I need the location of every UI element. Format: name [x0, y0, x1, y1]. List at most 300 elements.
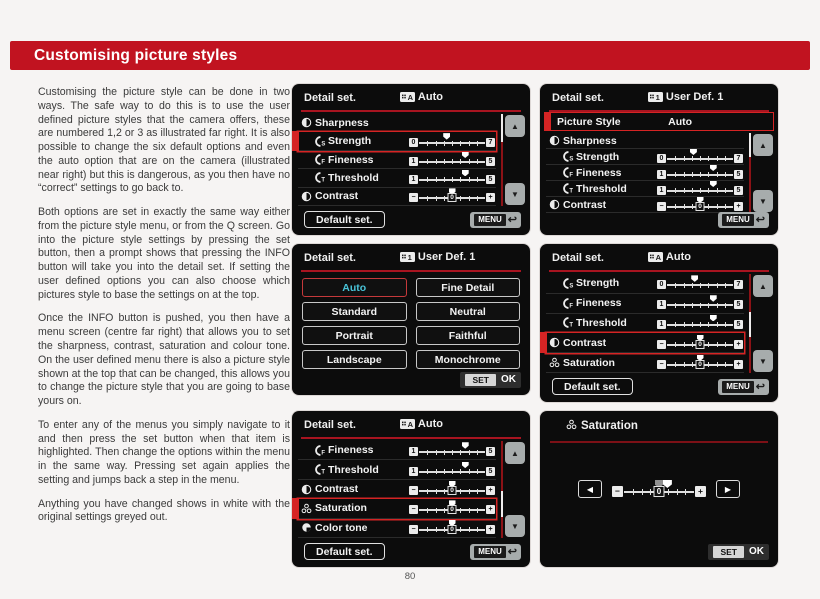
slider-tick — [469, 159, 470, 164]
screen-header — [552, 91, 770, 107]
slider-marker — [710, 165, 717, 172]
menu-row-label: Fineness — [576, 166, 622, 179]
fineness-icon — [313, 445, 326, 456]
camera-screen-s3 — [292, 244, 530, 395]
slider-marker — [710, 315, 717, 322]
picture-style-name: Auto — [417, 91, 443, 103]
slider-min-label: 1 — [409, 157, 418, 166]
scroll-down-button[interactable]: ▼ — [505, 515, 525, 537]
style-option-portrait[interactable]: Portrait — [302, 326, 407, 345]
svg-text:F: F — [320, 450, 325, 456]
screen-title: Saturation — [581, 420, 638, 432]
slider-tick — [692, 362, 693, 367]
menu-row-contrast[interactable] — [546, 333, 744, 353]
picture-style-name: Auto — [665, 251, 691, 263]
slider-tick — [477, 450, 478, 455]
slider-tick — [684, 188, 685, 193]
fineness-slider — [409, 154, 495, 167]
scrollbar-track — [501, 441, 504, 538]
picture-style-indicator — [648, 251, 691, 263]
menu-row-fineness[interactable] — [298, 441, 496, 460]
menu-row-label: Threshold — [328, 463, 379, 476]
menu-list — [298, 114, 496, 206]
style-option-faithful[interactable]: Faithful — [416, 326, 521, 345]
menu-row-contrast[interactable] — [546, 197, 744, 213]
menu-row-label: Sharpness — [563, 134, 617, 147]
scroll-down-button[interactable]: ▼ — [753, 190, 773, 212]
strength-slider — [657, 151, 743, 164]
menu-row-strength[interactable] — [298, 132, 496, 150]
colortone-icon — [300, 522, 313, 533]
slider-min-label: 1 — [409, 467, 418, 476]
slider-tick — [708, 188, 709, 193]
slider-tick — [700, 172, 701, 177]
menu-row-label: Threshold — [576, 182, 627, 195]
screen-header — [304, 251, 522, 267]
return-arrow-icon: ↩ — [755, 380, 765, 393]
scroll-up-button[interactable]: ▲ — [753, 134, 773, 156]
picture-style-name: User Def. 1 — [665, 91, 724, 103]
picture-style-icon — [648, 252, 663, 262]
scroll-up-button[interactable]: ▲ — [505, 442, 525, 464]
slider-tick — [700, 322, 701, 327]
style-option-fine-detail[interactable]: Fine Detail — [416, 278, 521, 297]
slider-marker — [710, 181, 717, 188]
slider-tick — [708, 156, 709, 161]
saturation-slider — [409, 502, 495, 515]
slider-tick — [477, 196, 478, 201]
slider-tick — [717, 342, 718, 347]
slider-min-label: − — [409, 505, 418, 514]
slider-min-label: − — [409, 525, 418, 534]
slider-tick — [725, 188, 726, 193]
svg-text:F: F — [320, 159, 325, 166]
slider-zero-label: 0 — [696, 360, 705, 369]
slider-tick — [675, 342, 676, 347]
slider-tick — [427, 141, 428, 146]
paragraph-4: To enter any of the menus you simply navigate to it and then press the set button when that item is highlighted. Then change the options within the menu in the same way. Pressing set again applies the setting and jumps back a step in the menu. — [38, 418, 290, 486]
menu-row-threshold[interactable] — [546, 181, 744, 197]
slider-tick — [460, 141, 461, 146]
menu-row-label: Sharpness — [315, 116, 369, 129]
slider-max-label: 5 — [486, 447, 495, 456]
scroll-up-button[interactable]: ▲ — [753, 275, 773, 297]
menu-row-saturation[interactable] — [546, 353, 744, 373]
svg-text:S: S — [568, 156, 573, 162]
screen-title: Detail set. — [304, 419, 356, 431]
slider-max-label: + — [734, 360, 743, 369]
ok-label: OK — [501, 374, 516, 386]
scrollbar-track — [749, 133, 752, 213]
screen-header — [566, 419, 638, 433]
slider-tick — [427, 450, 428, 455]
menu-row-label: Contrast — [563, 336, 607, 349]
threshold-slider — [409, 464, 495, 477]
camera-screen-s6 — [540, 411, 778, 567]
slider-max-label: 5 — [734, 170, 743, 179]
slider-tick — [717, 156, 718, 161]
screen-title: Detail set. — [304, 92, 356, 104]
header-divider — [301, 437, 521, 439]
menu-list — [298, 441, 496, 538]
slider-tick — [677, 489, 678, 495]
slider-tick — [452, 177, 453, 182]
slider-tick — [460, 489, 461, 494]
camera-screen-s5 — [292, 411, 530, 567]
contrast-icon — [548, 199, 561, 210]
slider-tick — [708, 204, 709, 209]
slider-tick — [427, 159, 428, 164]
slider-track — [667, 174, 733, 176]
slider-tick — [684, 342, 685, 347]
slider-tick — [633, 489, 634, 495]
menu-row-label: Saturation — [315, 502, 367, 515]
svg-text:S: S — [320, 141, 325, 147]
camera-screen-s2 — [540, 84, 778, 235]
slider-tick — [684, 172, 685, 177]
slider-tick — [725, 342, 726, 347]
menu-button[interactable] — [718, 212, 769, 228]
screen-title: Detail set. — [304, 252, 356, 264]
slider-tick — [469, 141, 470, 146]
picture-style-indicator — [400, 251, 475, 263]
slider-tick — [700, 156, 701, 161]
right-arrow-button[interactable]: ▶ — [716, 480, 740, 498]
slider-tick — [436, 489, 437, 494]
menu-row-label: Threshold — [576, 316, 627, 329]
slider-tick — [725, 303, 726, 308]
camera-screen-s1 — [292, 84, 530, 235]
slider-tick — [717, 188, 718, 193]
slider-zero-label: 0 — [448, 193, 457, 202]
threshold-icon — [313, 464, 326, 475]
threshold-icon — [561, 183, 574, 194]
menu-row-strength[interactable] — [546, 274, 744, 294]
slider-tick — [717, 204, 718, 209]
default-set-button[interactable]: Default set. — [552, 378, 633, 395]
contrast-icon — [300, 484, 313, 495]
picture-style-row-value: Auto — [668, 115, 693, 128]
slider-min-label: − — [409, 486, 418, 495]
slider-tick — [692, 322, 693, 327]
menu-row-saturation[interactable] — [298, 499, 496, 518]
saturation-slider — [657, 357, 743, 370]
slider-tick — [675, 283, 676, 288]
slider-marker — [691, 275, 698, 282]
return-arrow-icon: ↩ — [507, 545, 517, 558]
menu-row-label: Color tone — [315, 521, 368, 534]
slider-tick — [469, 508, 470, 513]
fineness-icon — [561, 298, 574, 309]
slider-tick — [650, 489, 651, 495]
scroll-down-button[interactable]: ▼ — [505, 183, 525, 205]
menu-row-label: Contrast — [315, 483, 359, 496]
slider-tick — [436, 469, 437, 474]
return-arrow-icon: ↩ — [755, 213, 765, 226]
slider-track — [419, 142, 485, 144]
threshold-icon — [561, 317, 574, 328]
slider-tick — [717, 283, 718, 288]
slider-track — [667, 190, 733, 192]
slider-tick — [675, 303, 676, 308]
slider-tick — [692, 172, 693, 177]
scrollbar-track — [749, 274, 752, 373]
slider-max-label: + — [734, 202, 743, 211]
slider-tick — [708, 362, 709, 367]
set-ok-button[interactable] — [460, 372, 521, 388]
slider-track — [419, 471, 485, 473]
slider-max-label: 5 — [734, 300, 743, 309]
fineness-icon — [561, 167, 574, 178]
menu-row-fineness[interactable] — [546, 294, 744, 314]
threshold-slider — [409, 172, 495, 185]
slider-marker — [462, 170, 469, 177]
slider-tick — [444, 141, 445, 146]
menu-row-threshold[interactable] — [546, 314, 744, 334]
slider-tick — [444, 159, 445, 164]
slider-max-label: + — [486, 193, 495, 202]
style-option-landscape[interactable]: Landscape — [302, 350, 407, 369]
slider-min-label: − — [657, 202, 666, 211]
slider-track — [667, 284, 733, 286]
picture-style-indicator — [648, 91, 723, 103]
section-title: Customising picture styles — [34, 46, 238, 64]
menu-button-label: MENU — [474, 214, 506, 226]
left-arrow-button[interactable]: ◀ — [578, 480, 602, 498]
svg-text:S: S — [568, 283, 573, 289]
slider-zero-label: 0 — [696, 202, 705, 211]
picture-style-icon — [400, 92, 415, 102]
slider-min-label: 1 — [657, 300, 666, 309]
slider-tick — [725, 172, 726, 177]
menu-button[interactable] — [470, 212, 521, 228]
slider-marker — [710, 295, 717, 302]
style-option-monochrome[interactable]: Monochrome — [416, 350, 521, 369]
slider-tick — [717, 362, 718, 367]
menu-row-label: Saturation — [563, 356, 615, 369]
menu-row-label: Fineness — [328, 153, 374, 166]
ok-label: OK — [749, 546, 764, 558]
slider-tick — [684, 156, 685, 161]
screen-title: Detail set. — [552, 252, 604, 264]
slider-tick — [717, 322, 718, 327]
slider-zero-label: 0 — [448, 505, 457, 514]
slider-tick — [684, 303, 685, 308]
slider-max-label: 5 — [486, 175, 495, 184]
slider-tick — [725, 156, 726, 161]
scroll-up-button[interactable]: ▲ — [505, 115, 525, 137]
slider-tick — [436, 177, 437, 182]
slider-tick — [427, 469, 428, 474]
highlight-marker — [292, 131, 299, 150]
picture-style-name: Auto — [417, 418, 443, 430]
slider-tick — [692, 342, 693, 347]
slider-tick — [477, 508, 478, 513]
slider-tick — [700, 283, 701, 288]
slider-tick — [692, 188, 693, 193]
slider-tick — [692, 204, 693, 209]
slider-tick — [436, 450, 437, 455]
slider-tick — [460, 177, 461, 182]
menu-row-fineness[interactable] — [546, 165, 744, 181]
slider-tick — [427, 508, 428, 513]
slider-tick — [725, 362, 726, 367]
slider-marker — [462, 442, 469, 449]
slider-track — [419, 161, 485, 163]
header-divider — [301, 270, 521, 272]
slider-min-label: − — [612, 486, 623, 497]
menu-row-label: Strength — [328, 135, 372, 148]
menu-row-label: Strength — [576, 277, 620, 290]
menu-button-label: MENU — [474, 546, 506, 558]
slider-tick — [460, 196, 461, 201]
slider-min-label: − — [657, 340, 666, 349]
screen-header — [304, 418, 522, 434]
menu-row-label: Contrast — [563, 198, 607, 211]
menu-row-contrast[interactable] — [298, 188, 496, 206]
set-ok-button[interactable] — [708, 544, 769, 560]
menu-row-sharpness[interactable] — [298, 114, 496, 132]
picture-style-icon — [648, 92, 663, 102]
screen-header — [304, 91, 522, 107]
menu-row-label: Fineness — [576, 297, 622, 310]
slider-track — [419, 451, 485, 453]
svg-text:T: T — [320, 469, 325, 476]
slider-min-label: 1 — [409, 447, 418, 456]
slider-max-label: + — [695, 486, 706, 497]
fineness-slider — [657, 167, 743, 180]
slider-tick — [477, 489, 478, 494]
menu-button-label: MENU — [722, 381, 754, 393]
strength-slider — [409, 135, 495, 148]
color-tone-slider — [409, 522, 495, 535]
menu-row-threshold[interactable] — [298, 169, 496, 187]
slider-min-label: 0 — [657, 154, 666, 163]
slider-tick — [675, 156, 676, 161]
svg-text:F: F — [568, 172, 573, 178]
menu-button[interactable] — [718, 379, 769, 395]
slider-tick — [675, 322, 676, 327]
slider-tick — [477, 177, 478, 182]
contrast-slider — [657, 199, 743, 212]
slider-tick — [436, 159, 437, 164]
slider-min-label: 0 — [657, 280, 666, 289]
slider-tick — [460, 508, 461, 513]
style-option-neutral[interactable]: Neutral — [416, 302, 521, 321]
menu-button[interactable] — [470, 544, 521, 560]
slider-tick — [708, 303, 709, 308]
picture-style-indicator — [400, 418, 443, 430]
saturation-icon — [566, 419, 577, 433]
style-option-standard[interactable]: Standard — [302, 302, 407, 321]
svg-text:A: A — [655, 253, 661, 262]
picture-style-row[interactable] — [544, 112, 774, 131]
slider-tick — [725, 204, 726, 209]
paragraph-2: Both options are set in exactly the same way either from the picture style menu, or from the Q screen. Go into the picture style settings by pressing the set button, then a prompt shows that pressing the INFO button will take you into the detail set. If setting the user defined options you can also choose which pictures style to base the settings on at the top. — [38, 206, 290, 301]
slider-min-label: 1 — [657, 170, 666, 179]
menu-row-color-tone[interactable] — [298, 519, 496, 538]
sharpness-icon — [300, 117, 313, 128]
menu-row-strength[interactable] — [546, 149, 744, 165]
slider-tick — [675, 172, 676, 177]
scrollbar-thumb — [501, 114, 504, 142]
strength-icon — [561, 151, 574, 162]
strength-icon — [561, 278, 574, 289]
header-divider — [550, 441, 768, 443]
paragraph-1: Customising the picture style can be done in two ways. The safe way to do this is to use the user defined picture styles that the camera offers, these are numbered 1,2 or 3 as illustrated far right. It is also possible to change the six default options and even the auto option that are on the camera (illustrated near right) but this is dangerous, as you then have no “correct” settings to go back to. — [38, 86, 290, 195]
slider-tick — [708, 322, 709, 327]
slider-tick — [444, 196, 445, 201]
slider-tick — [444, 527, 445, 532]
slider-tick — [700, 188, 701, 193]
menu-row-label: Threshold — [328, 171, 379, 184]
slider-tick — [685, 489, 686, 495]
slider-tick — [469, 527, 470, 532]
slider-tick — [460, 159, 461, 164]
default-set-button[interactable]: Default set. — [304, 543, 385, 560]
slider-tick — [469, 469, 470, 474]
menu-row-fineness[interactable] — [298, 151, 496, 169]
slider-marker — [462, 152, 469, 159]
slider-max-label: + — [486, 486, 495, 495]
slider-tick — [708, 342, 709, 347]
slider-tick — [684, 322, 685, 327]
style-option-auto[interactable]: Auto — [302, 278, 407, 297]
slider-marker — [462, 462, 469, 469]
contrast-slider — [657, 337, 743, 350]
page-number: 80 — [404, 571, 416, 582]
slider-zero-label: 0 — [654, 486, 665, 497]
slider-tick — [460, 527, 461, 532]
slider-tick — [684, 362, 685, 367]
svg-text:F: F — [568, 303, 573, 309]
paragraph-5: Anything you have changed shows in white with the original settings greyed out. — [38, 497, 290, 524]
slider-tick — [436, 508, 437, 513]
slider-tick — [477, 469, 478, 474]
menu-button-label: MENU — [722, 214, 754, 226]
slider-tick — [452, 141, 453, 146]
svg-text:1: 1 — [407, 253, 412, 262]
slider-tick — [725, 322, 726, 327]
picture-style-name: User Def. 1 — [417, 251, 476, 263]
slider-tick — [444, 469, 445, 474]
slider-tick — [460, 469, 461, 474]
slider-tick — [444, 177, 445, 182]
picture-style-indicator — [400, 91, 443, 103]
menu-row-label: Contrast — [315, 190, 359, 203]
svg-text:T: T — [568, 188, 573, 194]
slider-tick — [642, 489, 643, 495]
menu-list — [546, 133, 744, 213]
scroll-down-button[interactable]: ▼ — [753, 350, 773, 372]
menu-row-sharpness[interactable] — [546, 133, 744, 149]
slider-track — [419, 179, 485, 181]
slider-tick — [692, 156, 693, 161]
slider-tick — [477, 159, 478, 164]
slider-max-label: 5 — [486, 157, 495, 166]
header-divider — [549, 270, 769, 272]
contrast-slider — [409, 483, 495, 496]
slider-tick — [452, 159, 453, 164]
default-set-button[interactable]: Default set. — [304, 211, 385, 228]
slider-min-label: 0 — [409, 138, 418, 147]
slider-tick — [469, 196, 470, 201]
menu-row-contrast[interactable] — [298, 480, 496, 499]
saturation-icon — [300, 503, 313, 514]
slider-tick — [675, 362, 676, 367]
svg-text:A: A — [407, 93, 413, 102]
menu-row-threshold[interactable] — [298, 460, 496, 479]
